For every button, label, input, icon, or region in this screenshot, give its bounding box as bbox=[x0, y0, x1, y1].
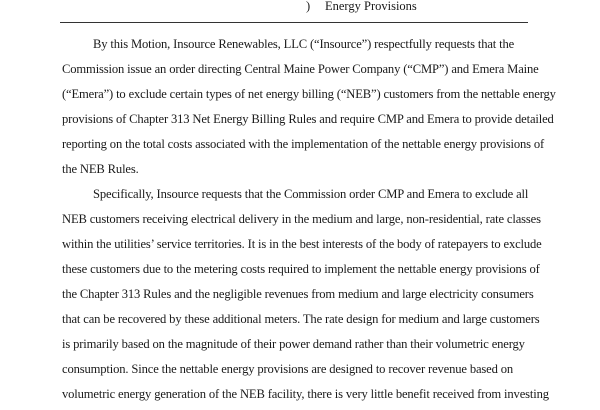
text-line: consumption. Since the nettable energy provisions are designed to recover revenue based on bbox=[62, 362, 514, 376]
text-line: is primarily based on the magnitude of their power demand rather than their volumetric energy bbox=[62, 337, 525, 351]
text-line: the NEB Rules. bbox=[62, 162, 139, 176]
text-line: that can be recovered by these additional meters. The rate design for medium and large customers bbox=[62, 312, 540, 326]
case-caption bbox=[0, 0, 600, 14]
paragraph-1 bbox=[62, 35, 556, 185]
text-line: reporting on the total costs associated with the implementation of the nettable energy provisions of bbox=[62, 137, 545, 151]
motion-body bbox=[62, 35, 556, 410]
paragraph-2 bbox=[62, 185, 549, 410]
caption-paren: ) bbox=[306, 0, 311, 13]
caption-title-fragment: Energy Provisions bbox=[325, 0, 417, 13]
text-line: Commission issue an order directing Central Maine Power Company (“CMP”) and Emera Maine bbox=[62, 62, 539, 76]
text-line: the Chapter 313 Rules and the negligible revenues from medium and large electricity consumers bbox=[62, 287, 534, 301]
text-line: within the utilities’ service territories. It is in the best interests of the body of ratepayers to exclude bbox=[62, 237, 542, 251]
text-line: By this Motion, Insource Renewables, LLC (“Insource”) respectfully requests that the bbox=[93, 37, 515, 51]
text-line: (“Emera”) to exclude certain types of net energy billing (“NEB”) customers from the nettable energy bbox=[62, 87, 556, 101]
text-line: volumetric energy generation of the NEB facility, there is very little benefit received from investing bbox=[62, 387, 549, 401]
text-line: provisions of Chapter 313 Net Energy Billing Rules and require CMP and Emera to provide detailed bbox=[62, 112, 554, 126]
text-line: these customers due to the metering costs required to implement the nettable energy provisions of bbox=[62, 262, 540, 276]
text-line: Specifically, Insource requests that the Commission order CMP and Emera to exclude all bbox=[93, 187, 529, 201]
text-line: NEB customers receiving electrical delivery in the medium and large, non-residential, rate classes bbox=[62, 212, 541, 226]
caption-divider-rule bbox=[60, 22, 528, 23]
